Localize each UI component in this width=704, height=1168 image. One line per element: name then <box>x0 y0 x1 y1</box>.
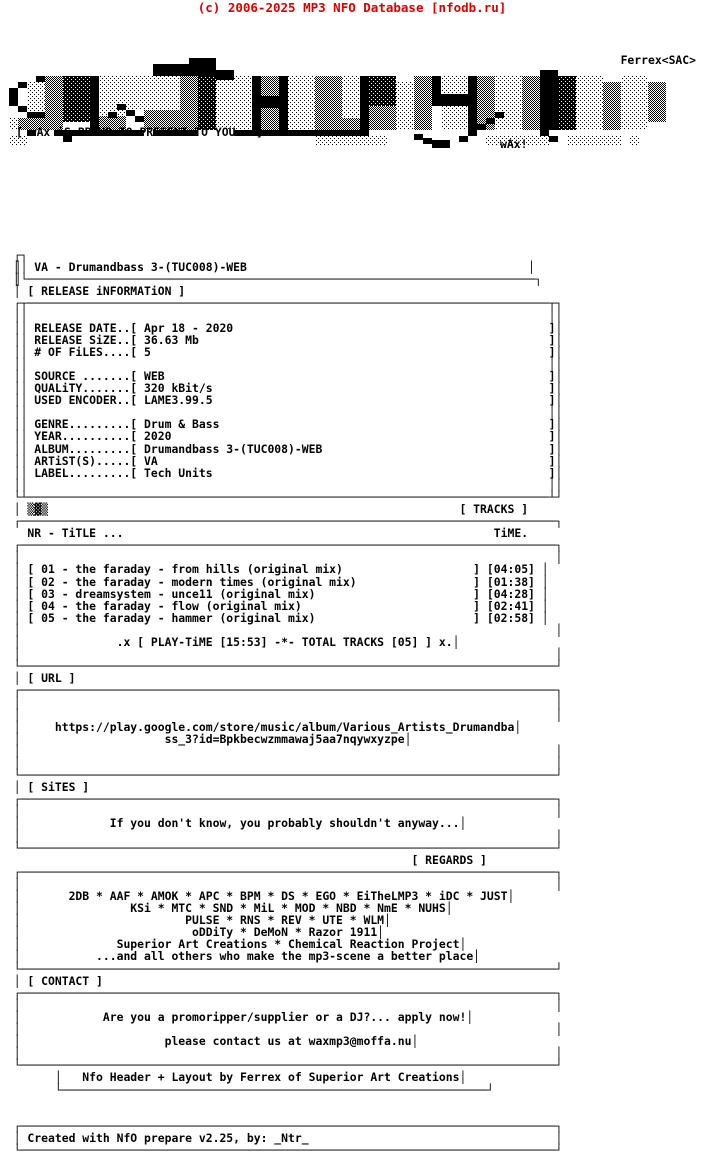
nfo-text-line: ││ SOURCE .......[ WEB ]│ <box>0 368 563 383</box>
nfo-text-line: │ .x [ PLAY-TiME [15:53] -*- TOTAL TRACKS [05] ] x.│ <box>0 635 460 650</box>
nfo-text-line: ┌┐ <box>0 248 604 263</box>
nfo-text-line: │ │ <box>0 743 563 758</box>
nfo-text-line: │ │ <box>0 755 563 770</box>
nfo-body <box>0 249 704 1156</box>
nfo-document <box>0 16 704 1168</box>
nfo-text-line: │ │ <box>0 622 563 637</box>
wax-tag: wAx! <box>500 137 528 151</box>
nfo-text-line: │ ▒▓▒ [ TRACKS ] <box>0 502 542 516</box>
nfo-text-line: ┌┬────────────────────────────────────────────────────────────────────────────┬┐ <box>0 296 563 311</box>
nfo-text-line: └──────────────────────────────────────────────────────────────────────────────┘ <box>0 840 563 855</box>
proud-text: [ wAx iS PROUD TO PRESENT TO YOU ..] <box>16 125 263 139</box>
nfo-text-line: │ [ 02 - the faraday - modern times (original mix) ] [01:38] │ <box>0 574 549 589</box>
nfo-text-line: │ PULSE * RNS * REV * UTE * WLM│ <box>0 913 391 928</box>
nfo-text-line: └──────────────────────────────────────────────────────────────────────────────┘ <box>0 1142 563 1157</box>
nfo-text-line: ┌──────────────────────────────────────────────────────────────────────────────┐ <box>0 985 563 1000</box>
nfo-text-line: │ Nfo Header + Layout by Ferrex of Superior Art Creations│ <box>0 1070 467 1085</box>
nfo-text-line: ┌──────────────────────────────────────────────────────────────────────────────┐ <box>0 1118 563 1133</box>
nfo-text-line: ││ RELEASE DATE..[ Apr 18 - 2020 ]│ <box>0 320 563 335</box>
nfo-text-line: │ [ URL ] <box>0 671 76 686</box>
nfo-text-line: │ [ CONTACT ] <box>0 973 103 988</box>
nfo-text-line: └┴────────────────────────────────────────────────────────────────────────────┴┘ <box>0 489 563 504</box>
nfo-text-line: └──────────────────────────────────────────────────────────────────────────────┘ <box>0 961 563 976</box>
nfo-text-line: ││ ││ <box>0 356 563 371</box>
nfo-text-line: ┌──────────────────────────────────────────────────────────────────────────────┐ <box>0 792 563 807</box>
nfo-text-line: │ ...and all others who make the mp3-scene a better place│ <box>0 949 481 964</box>
nfo-text-line: ││ RELEASE SiZE..[ 36.63 Mb ]│ <box>0 332 563 347</box>
nfo-text-line: ││ YEAR..........[ 2020 ]│ <box>0 429 563 444</box>
nfo-text-line: │ │ <box>0 707 563 722</box>
nfo-text-line: │ If you don't know, you probably shouldn't anyway...│ <box>0 816 467 831</box>
nfo-text-line: NR - TiTLE ... TiME. <box>0 526 529 541</box>
nfo-text-line: ││ ││ <box>0 477 563 492</box>
nfo-text-line: │ │ <box>0 1022 563 1037</box>
nfo-text-line: │ │ <box>0 1046 563 1061</box>
nfo-text-line: └──────────────────────────────────────────────────────────────┘ <box>0 1082 494 1097</box>
nfo-text-line: │ │ <box>0 804 563 819</box>
wax-tag-line <box>500 138 527 150</box>
nfo-text-line: │ KSi * MTC * SND * MiL * MOD * NBD * NmE * NUHS│ <box>0 901 453 916</box>
nfo-text-line: ┌──────────────────────────────────────────────────────────────────────────────┐ <box>0 538 563 553</box>
nfo-text-line: │ oDDiTy * DeMoN * Razor 1911│ <box>0 925 385 940</box>
nfo-text-line: │ │ <box>0 695 563 710</box>
nfo-text-line: └──────────────────────────────────────────────────────────────────────────────┘ <box>0 768 563 783</box>
nfo-text-line <box>0 1096 704 1108</box>
nfo-text-line: │ [ 01 - the faraday - from hills (original mix) ] [04:05] │ <box>0 562 549 577</box>
nfo-text-line: │ 2DB * AAF * AMOK * APC * BPM * DS * EGO * EiTheLMP3 * iDC * JUST│ <box>0 889 515 903</box>
nfodb-banner: (c) 2006-2025 MP3 NFO Database [nfodb.ru] <box>197 0 507 15</box>
nfo-text-line: ││ USED ENCODER..[ LAME3.99.5 ]│ <box>0 393 563 408</box>
proud-present-line <box>16 126 263 138</box>
nfo-text-line: └──────────────────────────────────────────────────────────────────────────────┘ <box>0 659 563 674</box>
nfo-text-line: ││ ││ <box>0 308 563 323</box>
ferrex-signature: Ferrex<SAC> <box>620 53 696 68</box>
nfo-text-line: │ │ <box>0 997 563 1012</box>
nfo-text-line: ││ GENRE.........[ Drum & Bass ]│ <box>0 417 563 432</box>
nfo-text-line: │ Superior Art Creations * Chemical Reaction Project│ <box>0 937 467 952</box>
nfo-text-line: │ │ <box>0 647 563 662</box>
nfo-text-line: [ REGARDS ] <box>0 852 487 867</box>
nfo-text-line: ││ ││ <box>0 405 563 420</box>
nfo-text-line: ║│ VA - Drumandbass 3-(TUC008)-WEB │ <box>0 260 535 275</box>
nfo-text-line: ││ ALBUM.........[ Drumandbass 3-(TUC008)-WEB ]│ <box>0 441 563 456</box>
nfo-text-line: │ [ SiTES ] <box>0 780 90 795</box>
nfo-text-line: ││ QUALiTY.......[ 320 kBit/s ]│ <box>0 381 563 396</box>
nfo-text-line: ┌──────────────────────────────────────────────────────────────────────────────┐ <box>0 683 563 698</box>
nfo-text-line: │ please contact us at waxmp3@moffa.nu│ <box>0 1034 419 1049</box>
nfo-text-line: │ https://play.google.com/store/music/album/Various_Artists_Drumandba│ <box>0 719 522 734</box>
nfo-text-line: │ [ 04 - the faraday - flow (original mix) ] [02:41] │ <box>0 598 549 613</box>
nfo-text-line: │ │ <box>0 550 563 565</box>
nfo-text-line: └──────────────────────────────────────────────────────────────────────────────┘ <box>0 1058 563 1073</box>
nfo-text-line: │ │ <box>0 828 563 843</box>
nfo-text-line: ┌──────────────────────────────────────────────────────────────────────────────┐ <box>0 864 563 879</box>
nfo-text-line <box>0 1108 704 1120</box>
nfo-text-line: │ [ 05 - the faraday - hammer (original mix) ] [02:58] │ <box>0 610 549 625</box>
nfo-text-line: ││ LABEL.........[ Tech Units ]│ <box>0 465 563 480</box>
nfo-text-line: │ Are you a promoripper/supplier or a DJ?... apply now!│ <box>0 1009 474 1024</box>
nfo-text-line: │ [ RELEASE iNFORMATiON ] <box>0 284 186 299</box>
nfo-text-line: │ ss_3?id=Bpkbecwzmmawaj5aa7nqywxyzpe│ <box>0 731 412 746</box>
nfo-text-line: ││ ARTiST(S).....[ VA ]│ <box>0 453 563 468</box>
nfo-text-line: ┌──────────────────────────────────────────────────────────────────────────────┐ <box>0 514 563 529</box>
nfo-text-line: ││ # OF FiLES....[ 5 ]│ <box>0 344 563 359</box>
nfo-text-line: │ Created with NfO prepare v2.25, by: _Ntr_ │ <box>0 1130 563 1145</box>
nfo-text-line: │ │ <box>0 876 563 891</box>
nfo-text-line: ║└──────────────────────────────────────────────────────────────────────────┐ <box>0 272 542 287</box>
nfo-text-line: │ [ 03 - dreamsystem - unce11 (original mix) ] [04:28] │ <box>0 586 549 601</box>
